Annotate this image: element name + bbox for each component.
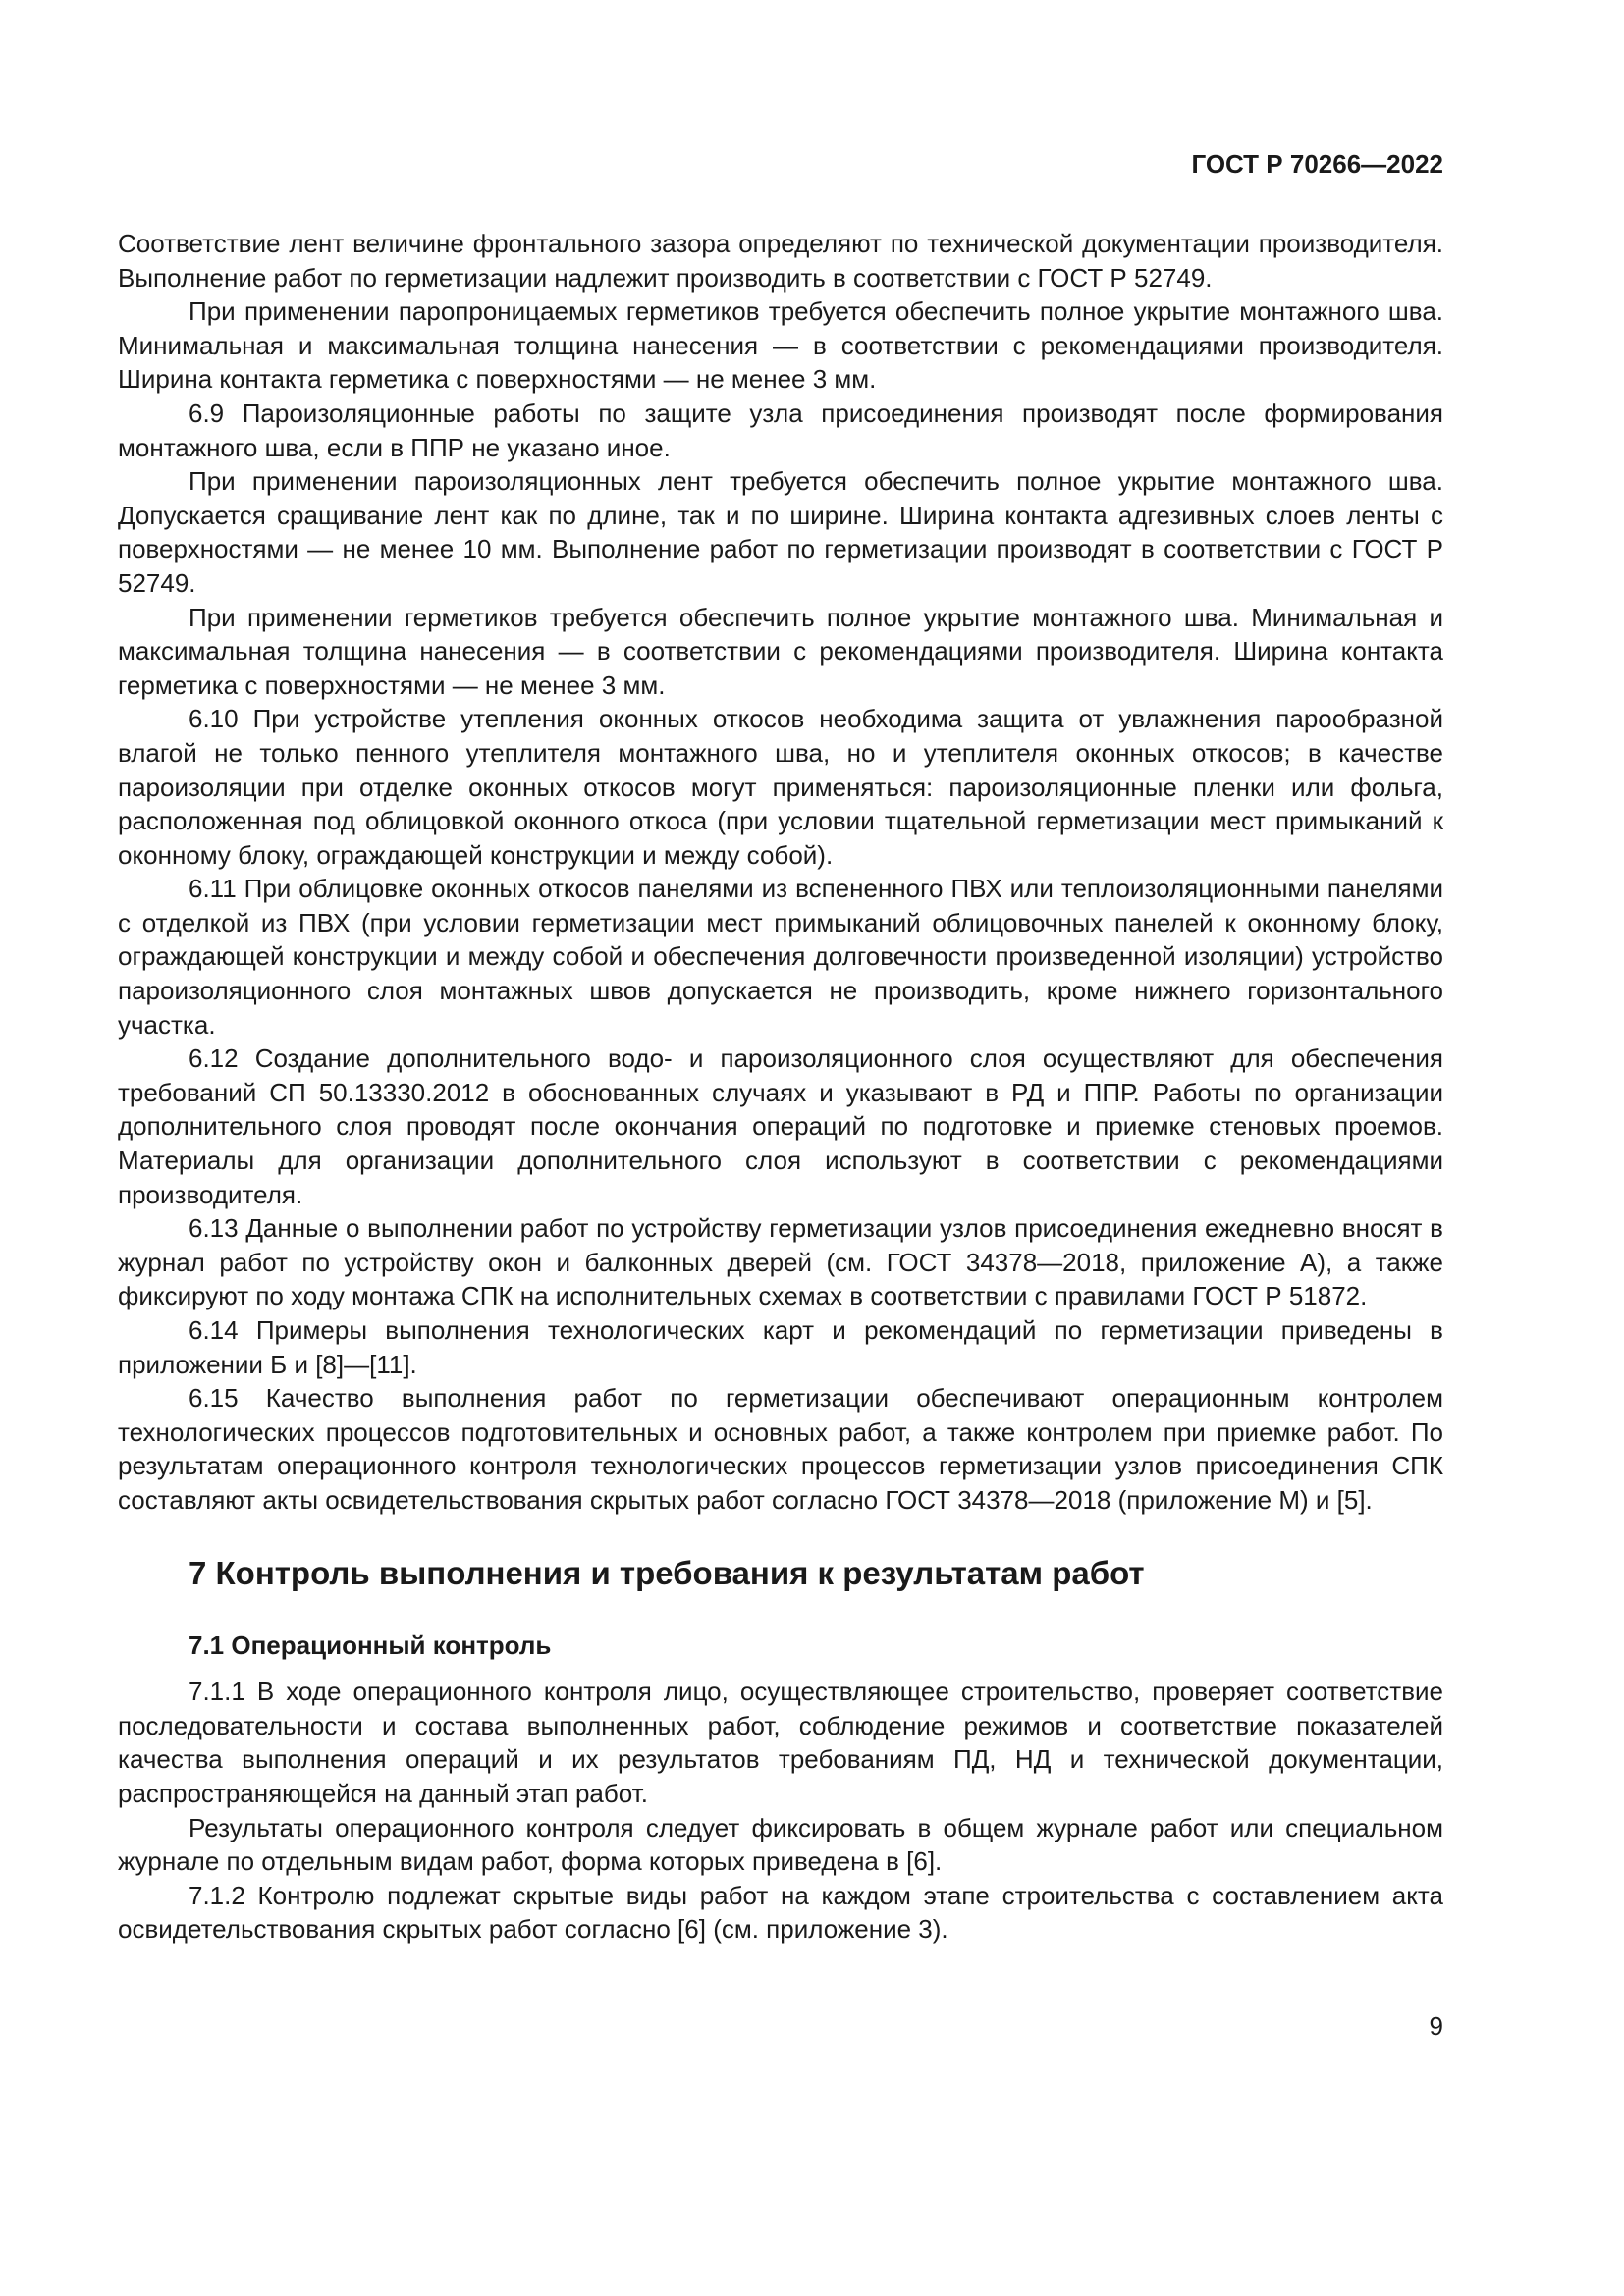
paragraph-7-1-2: 7.1.2 Контролю подлежат скрытые виды работ на каждом этапе строительства с составлением акта освидетельствования скрытых работ согласно [6] (см. приложение 3). xyxy=(118,1880,1443,1945)
paragraph-6-11: 6.11 При облицовке оконных откосов панелями из вспененного ПВХ или теплоизоляционными панелями с отделкой из ПВХ (при условии герметизации мест примыканий облицовочных панелей к оконному блоку, ограждающей конструкции и между собой и обеспечения долговечности произведенной изоляции) устройство пароизоляционного слоя монтажных швов допускается не производить, кроме нижнего горизонтального участка. xyxy=(118,874,1443,1040)
paragraph: При применении герметиков требуется обеспечить полное укрытие монтажного шва. Минимальная и максимальная толщина нанесения — в соответствии с рекомендациями производителя. Ширина контакта герметика с поверхностями — не менее 3 мм. xyxy=(118,602,1443,700)
paragraph: При применении паропроницаемых герметиков требуется обеспечить полное укрытие монтажного шва. Минимальная и максимальная толщина нанесения — в соответствии с рекомендациями производителя. Ширина контакта герметика с поверхностями — не менее 3 мм. xyxy=(118,296,1443,395)
subsection-7-1-heading: 7.1 Операционный контроль xyxy=(189,1629,552,1660)
paragraph-6-15: 6.15 Качество выполнения работ по герметизации обеспечивают операционным контролем технологических процессов подготовительных и основных работ, а также контролем при приемке работ. По результатам операционного контроля технологических процессов герметизации узлов присоединения СПК составляют акты освидетельствования скрытых работ согласно ГОСТ 34378—2018 (приложение М) и [5]. xyxy=(118,1383,1443,1515)
document-body xyxy=(118,227,1443,1947)
document-code: ГОСТ Р 70266—2022 xyxy=(1191,149,1443,179)
paragraph-6-14: 6.14 Примеры выполнения технологических карт и рекомендаций по герметизации приведены в приложении Б и [8]—[11]. xyxy=(118,1315,1443,1379)
paragraph-6-10: 6.10 При устройстве утепления оконных откосов необходима защита от увлажнения парообразной влагой не только пенного утеплителя монтажного шва, но и утеплителя оконных откосов; в качестве пароизоляции при отделке оконных откосов могут применяться: пароизоляционные пленки или фольга, расположенная под облицовкой оконного откоса (при условии тщательной герметизации мест примыканий к оконному блоку, ограждающей конструкции и между собой). xyxy=(118,704,1443,870)
paragraph: При применении пароизоляционных лент требуется обеспечить полное укрытие монтажного шва. Допускается сращивание лент как по длине, так и по ширине. Ширина контакта адгезивных слоев ленты с поверхностями — не менее 10 мм. Выполнение работ по герметизации производят в соответствии с ГОСТ Р 52749. xyxy=(118,466,1443,598)
paragraph-6-9: 6.9 Пароизоляционные работы по защите узла присоединения производят после формирования монтажного шва, если в ППР не указано иное. xyxy=(118,398,1443,462)
section-7-heading: 7 Контроль выполнения и требования к результатам работ xyxy=(189,1554,1145,1591)
paragraph: Соответствие лент величине фронтального зазора определяют по технической документации производителя. Выполнение работ по герметизации надлежит производить в соответствии с ГОСТ Р 52749. xyxy=(118,229,1443,293)
paragraph: Результаты операционного контроля следует фиксировать в общем журнале работ или специальном журнале по отдельным видам работ, форма которых приведена в [6]. xyxy=(118,1812,1443,1877)
page-number: 9 xyxy=(1429,2011,1443,2041)
paragraph-6-13: 6.13 Данные о выполнении работ по устройству герметизации узлов присоединения ежедневно вносят в журнал работ по устройству окон и балконных дверей (см. ГОСТ 34378—2018, приложение А), а также фиксируют по ходу монтажа СПК на исполнительных схемах в соответствии с правилами ГОСТ Р 51872. xyxy=(118,1213,1443,1311)
paragraph-7-1-1: 7.1.1 В ходе операционного контроля лицо, осуществляющее строительство, проверяет соответствие последовательности и состава выполненных работ, соблюдение режимов и соответствие показателей качества выполнения операций и их результатов требованиям ПД, НД и технической документации, распространяющейся на данный этап работ. xyxy=(118,1677,1443,1808)
paragraph-6-12: 6.12 Создание дополнительного водо- и пароизоляционного слоя осуществляют для обеспечения требований СП 50.13330.2012 в обоснованных случаях и указывают в РД и ППР. Работы по организации дополнительного слоя проводят после окончания операций по подготовке и приемке стеновых проемов. Материалы для организации дополнительного слоя используют в соответствии с рекомендациями производителя. xyxy=(118,1043,1443,1209)
